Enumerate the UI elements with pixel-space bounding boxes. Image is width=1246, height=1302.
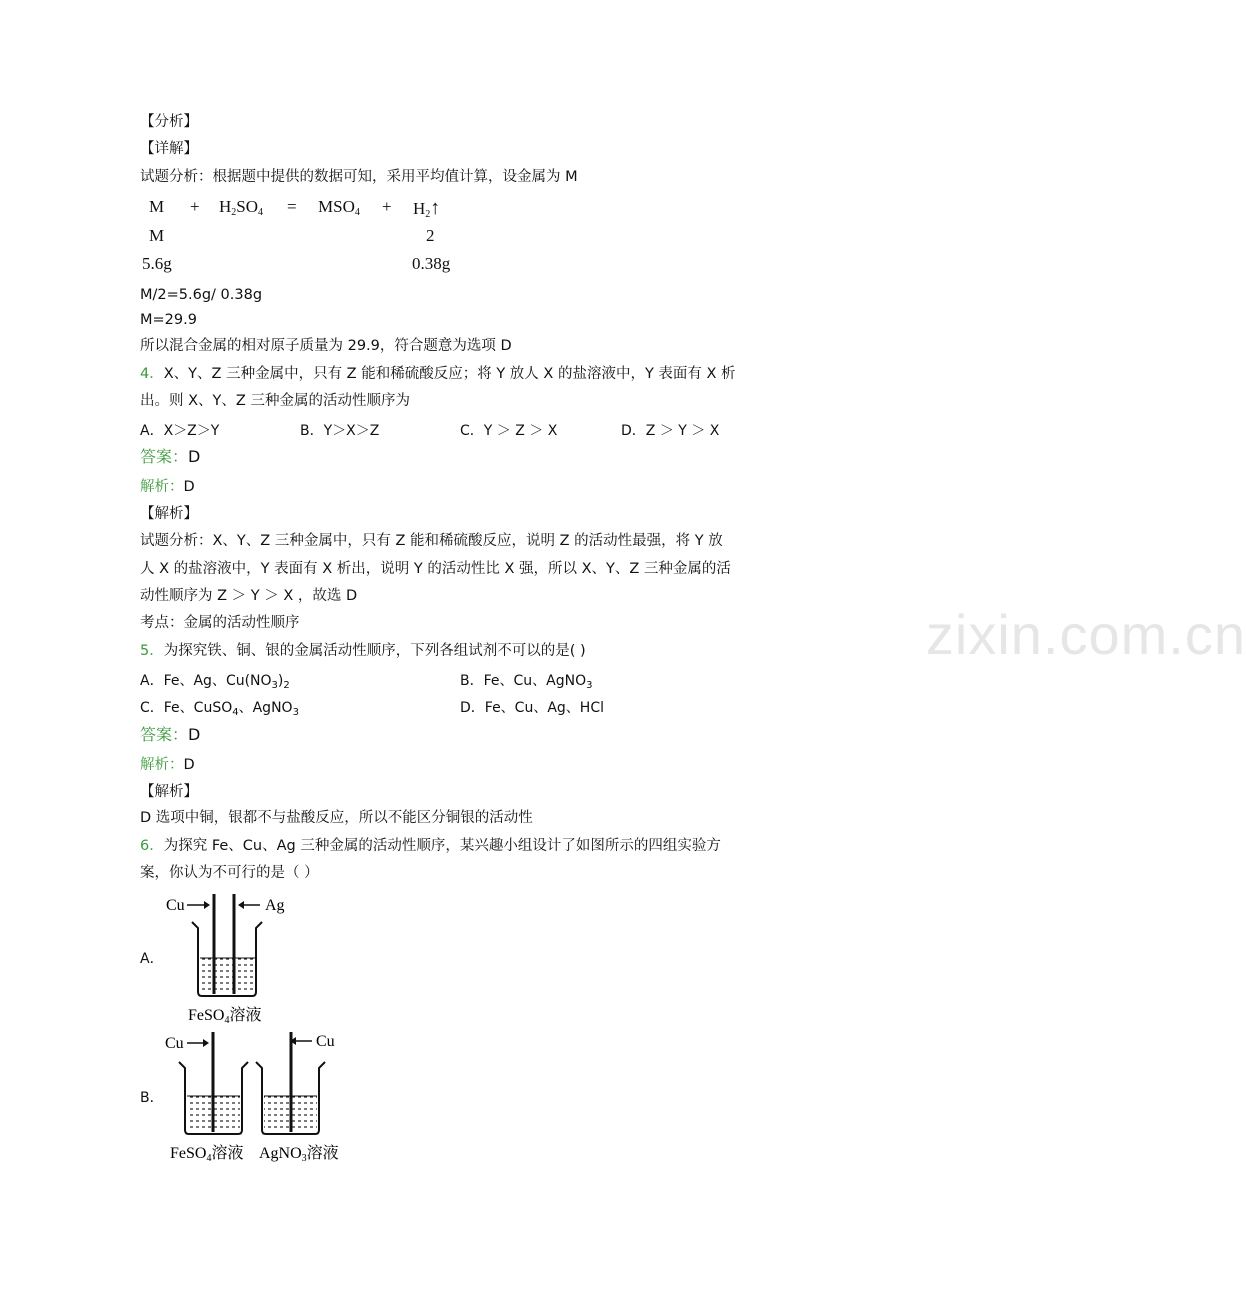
section-analysis: 【分析】 xyxy=(140,114,198,130)
q4-answer: 答案：D xyxy=(140,447,201,466)
q5-option-b: B．Fe、Cu、AgNO$_3$ xyxy=(460,673,593,691)
eq-h2: $H_2↑$ xyxy=(413,197,441,220)
fig-a-left-metal: Cu xyxy=(166,897,185,914)
q4-point: 考点：金属的活动性顺序 xyxy=(140,615,300,631)
q3-conclusion: 所以混合金属的相对原子质量为 29.9，符合题意为选项 D xyxy=(140,338,512,354)
q5-option-d: D．Fe、Cu、Ag、HCl xyxy=(460,700,604,716)
eq-m-mass: M xyxy=(149,226,165,245)
fig-b-left-metal: Cu xyxy=(165,1035,184,1052)
q5-stem: 5．为探究铁、铜、银的金属活动性顺序，下列各组试剂不可以的是( ) xyxy=(140,643,586,659)
eq-weight-1: 5.6g xyxy=(142,254,172,273)
q6-stem-1: 6．为探究 Fe、Cu、Ag 三种金属的活动性顺序，某兴趣小组设计了如图所示的四组实验方 xyxy=(140,838,721,854)
fig-b-right-metal: Cu xyxy=(316,1033,335,1050)
q6-figure-a xyxy=(160,890,300,1030)
q5-answer: 答案：D xyxy=(140,725,201,744)
fig-a-right-metal: Ag xyxy=(265,897,285,914)
q4-explanation-1: 试题分析：X、Y、Z 三种金属中，只有 Z 能和稀硫酸反应，说明 Z 的活动性最强，将 Y 放 xyxy=(140,533,723,549)
fig-a-solution-label: FeSO4溶液 xyxy=(188,1005,262,1026)
q6-number: 6． xyxy=(140,838,164,854)
q5-jiexi-head: 【解析】 xyxy=(140,784,198,800)
q4-option-a: A．X＞Z＞Y xyxy=(140,423,220,439)
q3-intro: 试题分析：根据题中提供的数据可知，采用平均值计算，设金属为 M xyxy=(140,169,578,185)
q6-option-b-label: B． xyxy=(140,1090,164,1106)
q6-stem-2: 案，你认为不可行的是（ ） xyxy=(140,865,319,881)
section-detail: 【详解】 xyxy=(140,141,198,157)
eq-mso4: $MSO_4$ xyxy=(318,197,360,218)
eq-equals: = xyxy=(287,197,297,216)
q4-explanation-3: 动性顺序为 Z ＞ Y ＞ X ，故选 D xyxy=(140,588,358,604)
q6-figure-b xyxy=(160,1028,360,1168)
q4-option-b: B．Y＞X＞Z xyxy=(300,423,380,439)
calc-line-2: M=29.9 xyxy=(140,312,197,328)
q4-stem-2: 出。则 X、Y、Z 三种金属的活动性顺序为 xyxy=(140,393,410,409)
q4-explanation-2: 人 X 的盐溶液中，Y 表面有 X 析出，说明 Y 的活动性比 X 强，所以 X、Y、Z 三种金属的活 xyxy=(140,561,731,577)
fig-b-solution-label-2: AgNO3溶液 xyxy=(259,1143,339,1164)
q4-jiexi: 解析：D xyxy=(140,479,195,495)
eq-h2so4: $H_2SO_4$ xyxy=(219,197,264,218)
fig-b-solution-label-1: FeSO4溶液 xyxy=(170,1143,244,1164)
q4-option-d: D．Z ＞ Y ＞ X xyxy=(621,423,720,439)
q4-number: 4． xyxy=(140,366,164,382)
q4-stem-1: 4．X、Y、Z 三种金属中，只有 Z 能和稀硫酸反应；将 Y 放人 X 的盐溶液中，Y 表面有 X 析 xyxy=(140,366,736,382)
q5-number: 5． xyxy=(140,643,164,659)
eq-plus: + xyxy=(190,197,200,216)
q5-option-a: A．Fe、Ag、$Cu(NO_3)_2$ xyxy=(140,673,290,691)
fig-a-solution xyxy=(200,958,255,992)
eq-h2-mass: 2 xyxy=(426,226,435,245)
q4-option-c: C．Y ＞ Z ＞ X xyxy=(460,423,558,439)
calc-line-1: M/2=5.6g/ 0.38g xyxy=(140,287,263,303)
eq-plus-2: + xyxy=(382,197,392,216)
q6-option-a-label: A． xyxy=(140,951,164,967)
q5-option-c: C．Fe、CuSO$_4$、AgNO$_3$ xyxy=(140,700,299,718)
q5-explanation: D 选项中铜，银都不与盐酸反应，所以不能区分铜银的活动性 xyxy=(140,810,533,826)
watermark: zixin.com.cn xyxy=(925,603,1246,666)
q4-jiexi-head: 【解析】 xyxy=(140,506,198,522)
eq-m: M xyxy=(149,197,165,216)
eq-weight-2: 0.38g xyxy=(412,254,451,273)
q5-jiexi: 解析：D xyxy=(140,757,195,773)
